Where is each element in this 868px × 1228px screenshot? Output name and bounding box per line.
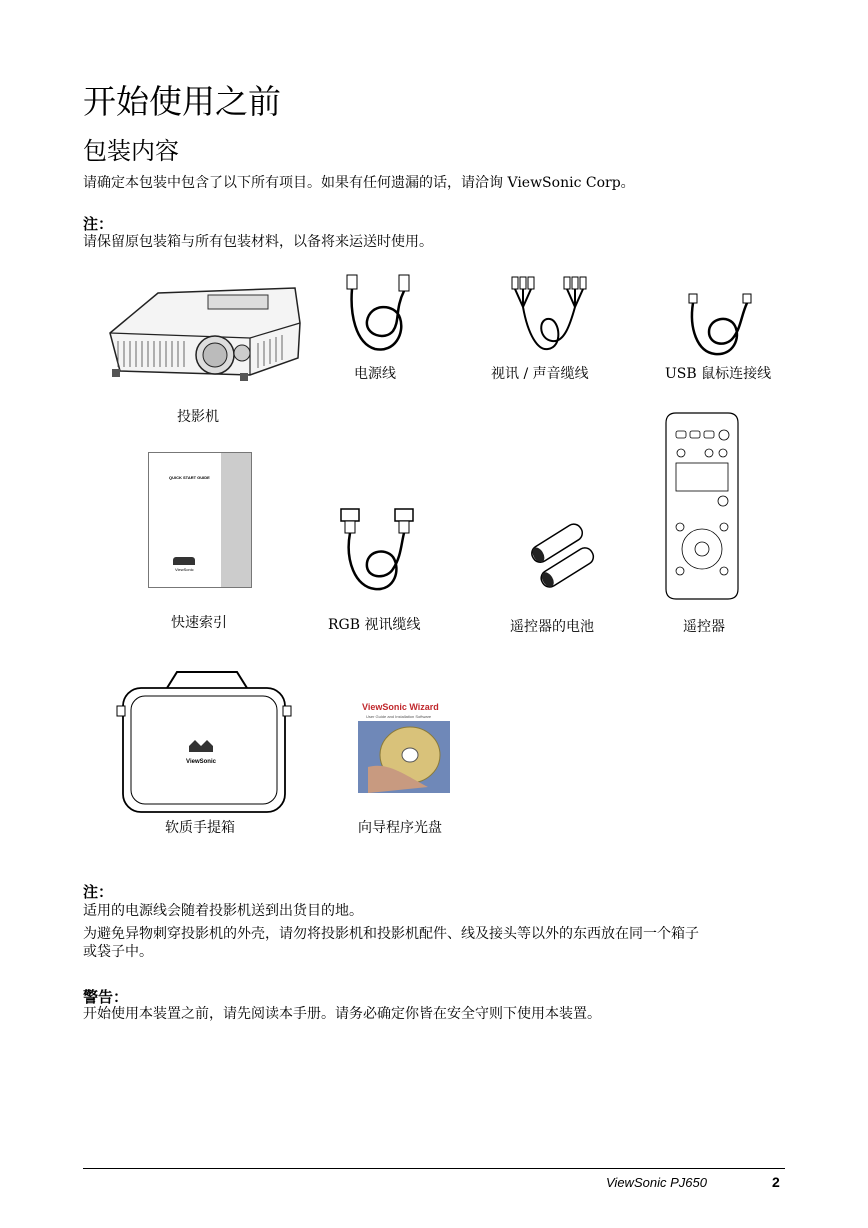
- batteries-image: [522, 515, 602, 590]
- caption-quick-guide: 快速索引: [171, 615, 227, 631]
- caption-av-cable: 视讯 / 声音缆线: [491, 366, 589, 382]
- note2-line3: 或袋子中。: [83, 944, 153, 960]
- guide-title: QUICK START GUIDE: [169, 475, 210, 480]
- caption-power-cord: 电源线: [354, 366, 396, 382]
- note2-heading: 注：: [83, 883, 114, 901]
- remote-image: [662, 411, 742, 601]
- cd-title: ViewSonic Wizard: [362, 702, 439, 712]
- carry-case-image: [115, 668, 293, 816]
- caption-usb-cable: USB 鼠标连接线: [665, 366, 772, 382]
- wizard-cd-image: [358, 697, 450, 793]
- projector-image: [100, 283, 305, 385]
- rgb-cable-image: [335, 505, 420, 593]
- note1-text: 请保留原包装箱与所有包装材料，以备将来运送时使用。: [83, 234, 433, 250]
- caption-rgb-cable: RGB 视讯缆线: [328, 617, 421, 633]
- page-title: 开始使用之前: [83, 82, 281, 121]
- caption-wizard-cd: 向导程序光盘: [358, 820, 442, 836]
- footer-product: ViewSonic PJ650: [606, 1175, 707, 1190]
- note2-line2: 为避免异物刺穿投影机的外壳，请勿将投影机和投影机配件、线及接头等以外的东西放在同一个箱子: [83, 926, 699, 942]
- cd-subtitle: User Guide and Installation Software: [366, 714, 432, 719]
- power-cord-image: [345, 273, 415, 353]
- warning-heading: 警告：: [83, 988, 129, 1006]
- usb-cable-image: [685, 292, 757, 357]
- caption-remote: 遥控器: [683, 619, 725, 635]
- note2-line1: 适用的电源线会随着投影机送到出货目的地。: [83, 903, 363, 919]
- caption-projector: 投影机: [177, 409, 219, 425]
- case-brand: ViewSonic: [186, 759, 216, 765]
- caption-carry-case: 软质手提箱: [165, 820, 235, 836]
- guide-brand: ViewSonic: [175, 567, 194, 572]
- quick-guide-image: [148, 452, 252, 588]
- intro-text: 请确定本包装中包含了以下所有项目。如果有任何遗漏的话，请洽询 ViewSonic Corp。: [83, 175, 635, 191]
- warning-text: 开始使用本装置之前，请先阅读本手册。请务必确定你皆在安全守则下使用本装置。: [83, 1006, 601, 1022]
- av-cable-image: [508, 275, 588, 355]
- footer-divider: [83, 1168, 785, 1169]
- page-number: 2: [772, 1174, 780, 1190]
- note1-heading: 注：: [83, 215, 114, 233]
- caption-batteries: 遥控器的电池: [510, 619, 594, 635]
- section-title: 包装内容: [83, 137, 179, 165]
